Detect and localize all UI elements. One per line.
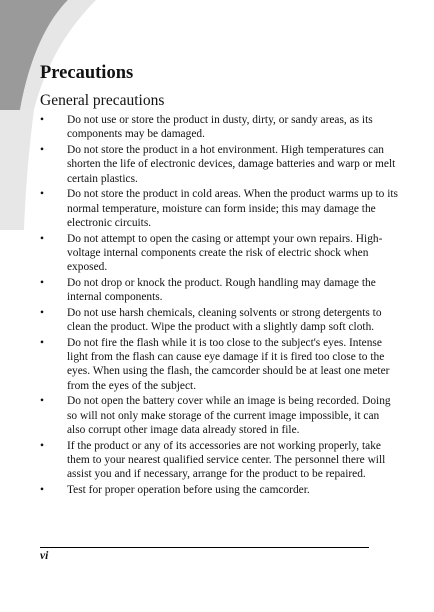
bullet-icon: • (40, 439, 44, 452)
bullet-icon: • (40, 306, 44, 319)
list-item-text: Do not use harsh chemicals, cleaning solvents or strong detergents to clean the product. Wipe the product with a slightly damp soft cloth. (67, 306, 382, 334)
list-item (40, 232, 400, 275)
bullet-icon: • (40, 114, 44, 126)
corner-swoosh-fade (0, 110, 34, 230)
bullet-icon: • (40, 188, 44, 201)
list-item-text: Do not fire the flash while it is too close to the subject's eyes. Intense light from the flash can cause eye damage if it is fired too close to the eyes. When using the flash, the camcorder should be at least one meter from the eyes of the subject. (67, 336, 390, 392)
list-item (40, 187, 400, 230)
list-item-text: Test for proper operation before using the camcorder. (67, 483, 310, 496)
footer-divider (40, 547, 369, 548)
bullet-icon: • (40, 336, 44, 349)
list-item-text: Do not store the product in cold areas. When the product warms up to its normal temperature, moisture can form inside; this may damage the electronic circuits. (67, 188, 398, 229)
page-title: Precautions (40, 63, 134, 83)
precautions-list (40, 113, 400, 499)
section-heading: General precautions (40, 92, 165, 109)
list-item-text: Do not store the product in a hot environment. High temperatures can shorten the life of electronic devices, damage batteries and warp or melt certain plastics. (67, 143, 396, 185)
list-item (40, 276, 400, 305)
bullet-icon: • (40, 483, 44, 496)
list-item (40, 143, 400, 186)
list-item-text: Do not open the battery cover while an image is being recorded. Doing so will not only make storage of the current image impossible, it can also corrupt other image data already stored in file. (67, 395, 391, 436)
list-item (40, 113, 400, 142)
bullet-icon: • (40, 276, 44, 289)
list-item (40, 394, 400, 437)
bullet-icon: • (40, 232, 44, 245)
list-item (40, 439, 400, 482)
bullet-icon: • (40, 395, 44, 408)
list-item (40, 306, 400, 335)
list-item-text: Do not use or store the product in dusty, dirty, or sandy areas, as its components may be damaged. (67, 114, 373, 141)
list-item-text: Do not drop or knock the product. Rough handling may damage the internal components. (67, 276, 376, 304)
list-item-text: If the product or any of its accessories are not working properly, take them to your nearest qualified service center. The personnel there will assist you and if necessary, arrange for the product to be repaired. (67, 439, 386, 481)
list-item (40, 483, 400, 497)
list-item (40, 336, 400, 393)
list-item-text: Do not attempt to open the casing or attempt your own repairs. High-voltage internal components create the risk of electric shock when exposed. (67, 232, 383, 274)
page-number: vi (40, 550, 49, 562)
bullet-icon: • (40, 143, 44, 156)
